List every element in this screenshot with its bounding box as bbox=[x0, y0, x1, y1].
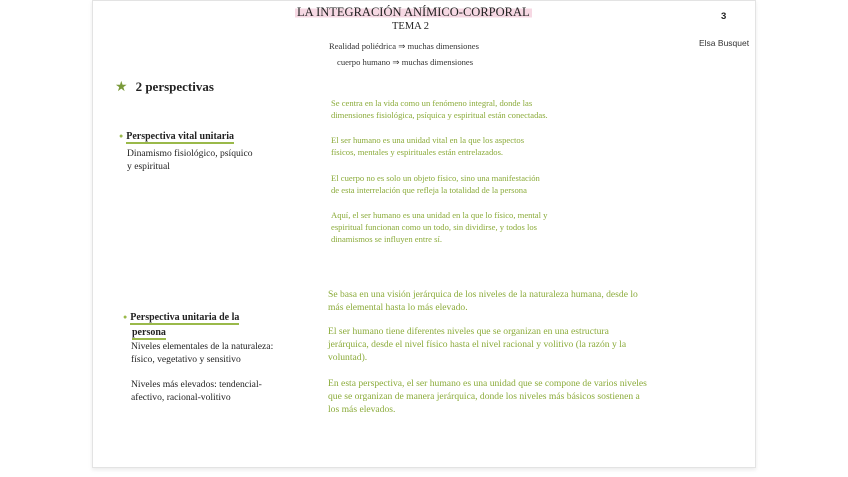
perspective-2-note-2: El ser humano tiene diferentes niveles que se organizan en una estructura jerárquica, desde el nivel físico hasta el nivel racional y volitivo (la razón y la voluntad). bbox=[328, 326, 627, 363]
perspective-2-levels-higher: Niveles más elevados: tendencial- afectivo, racional-volitivo bbox=[131, 379, 262, 403]
page-number: 3 bbox=[721, 11, 727, 22]
perspective-1-title bbox=[119, 131, 234, 142]
document-page bbox=[92, 0, 756, 468]
perspective-2-note-3: En esta perspectiva, el ser humano es una unidad que se compone de varios niveles que se organizan de manera jerárquica, donde los niveles más básicos sostienen a los más elevados. bbox=[328, 378, 647, 415]
bullet-icon: ● bbox=[119, 132, 124, 140]
star-icon: ★ bbox=[115, 79, 128, 95]
perspective-1-note-4: Aquí, el ser humano es una unidad en la que lo físico, mental y espiritual funcionan como un todo, sin dividirse, y todos los dinamismos se influyen entre sí. bbox=[331, 210, 548, 244]
perspective-1-note-3: El cuerpo no es solo un objeto físico, sino una manifestación de esta interrelación que refleja la totalidad de la persona bbox=[331, 173, 540, 195]
page-subtitle: TEMA 2 bbox=[392, 21, 430, 32]
bullet-icon: ● bbox=[123, 313, 128, 321]
perspective-1-note-1: Se centra en la vida como un fenómeno integral, donde las dimensiones fisiológica, psíquica y espiritual están conectadas. bbox=[331, 98, 548, 120]
section-heading-text: 2 perspectivas bbox=[135, 79, 214, 94]
perspective-1-title-text: Perspectiva vital unitaria bbox=[126, 131, 234, 142]
perspective-1-description: Dinamismo fisiológico, psíquico y espiritual bbox=[127, 148, 253, 172]
perspective-2-note-1: Se basa en una visión jerárquica de los niveles de la naturaleza humana, desde lo más elemental hasta lo más elevado. bbox=[328, 289, 638, 313]
perspective-2-levels-elementary: Niveles elementales de la naturaleza: físico, vegetativo y sensitivo bbox=[131, 341, 274, 365]
intro-line-2: cuerpo humano ⇒ muchas dimensiones bbox=[337, 57, 474, 67]
page-title: LA INTEGRACIÓN ANÍMICO-CORPORAL bbox=[297, 5, 530, 19]
author-name: Elsa Busquet bbox=[699, 38, 750, 48]
perspective-2-title bbox=[123, 310, 239, 340]
intro-line-1: Realidad poliédrica ⇒ muchas dimensiones bbox=[329, 41, 479, 51]
perspective-2-title-line-1: Perspectiva unitaria de la bbox=[130, 312, 240, 323]
section-heading bbox=[115, 79, 214, 95]
perspective-2-title-line-2: persona bbox=[132, 327, 166, 338]
perspective-1-note-2: El ser humano es una unidad vital en la que los aspectos físicos, mentales y espirituales están entrelazados. bbox=[331, 135, 525, 157]
